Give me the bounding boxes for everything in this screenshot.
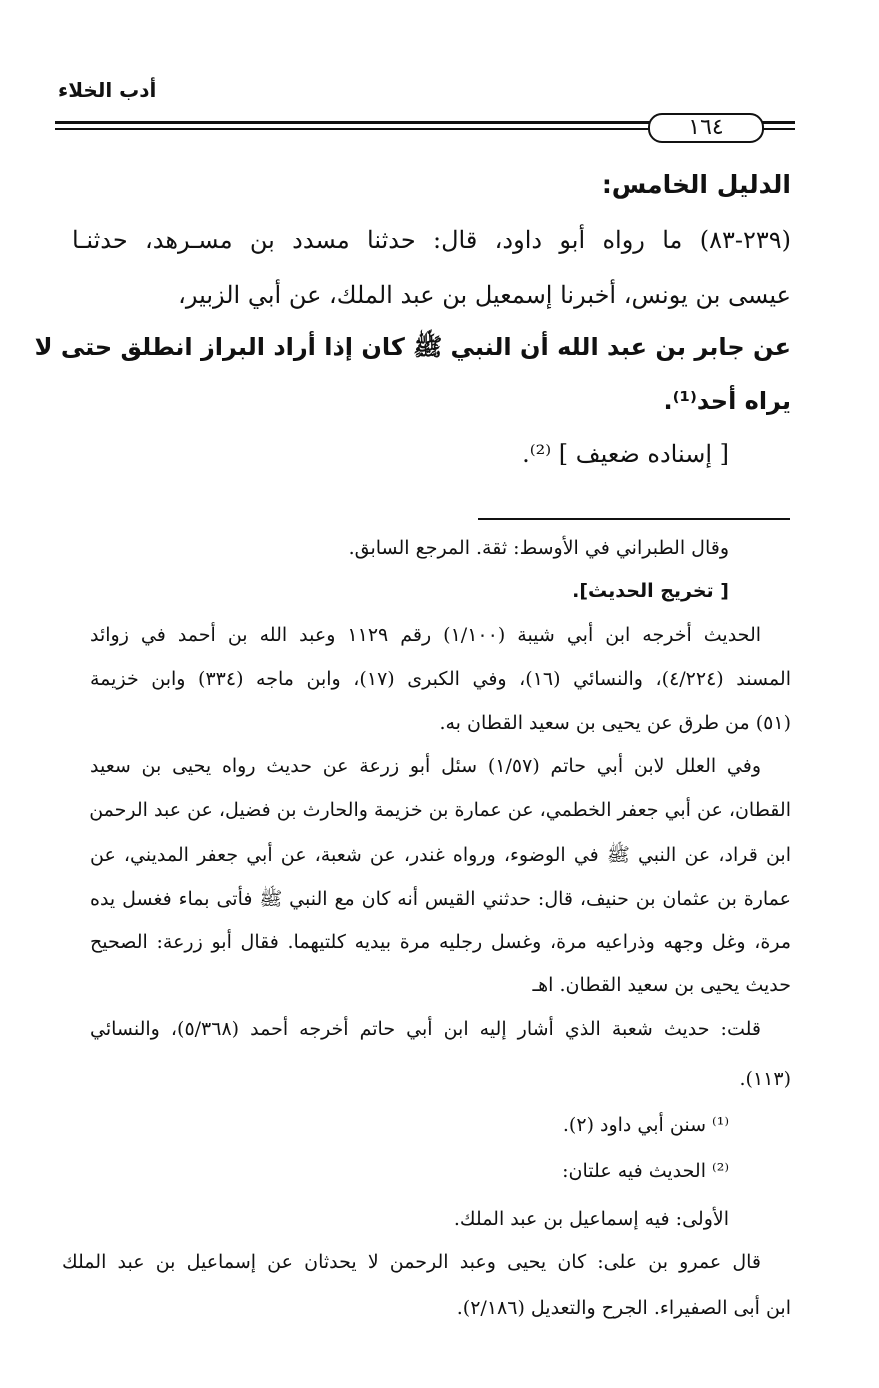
footnote-line: حديث يحيى بن سعيد القطان. اهـ (532, 974, 791, 996)
footnote-line: الأولى: فيه إسماعيل بن عبد الملك. (453, 1208, 729, 1230)
footnote-line: ابن أبى الصفيراء. الجرح والتعديل (٢/١٨٦). (456, 1297, 791, 1319)
footnote-subheading: [ تخريج الحديث]. (572, 580, 729, 602)
hadith-text-line-2: عيسى بن يونس، أخبرنا إسمعيل بن عبد الملك، عن أبي الزبير، (178, 281, 791, 309)
hadith-text-line-1: (٢٣٩-٨٣) ما رواه أبو داود، قال: حدثنا مسدد بن مسـرهد، حدثنـا (72, 226, 791, 254)
footnote-line: مرة، وغل وجهه وذراعيه مرة، وغسل رجليه مرة بيديه كلتيهما. فقال أبو زرعة: الصحيح (90, 931, 791, 953)
page-number: ١٦٤ (648, 113, 764, 143)
footnote-separator (478, 518, 790, 520)
footnote-line: القطان، عن أبي جعفر الخطمي، عن عمارة بن خزيمة والحارث بن فضيل، عن عبد الرحمن (89, 799, 791, 821)
isnad-grade: [ إسناده ضعيف ] ⁽²⁾. (522, 440, 729, 468)
footnote-line: قلت: حديث شعبة الذي أشار إليه ابن أبي حاتم أخرجه أحمد (٥/٣٦٨)، والنسائي (90, 1018, 761, 1040)
footnote-line: ابن قراد، عن النبي ﷺ في الوضوء، ورواه غندر، عن شعبة، عن أبي جعفر المديني، عن (90, 844, 791, 866)
footnote-line: (٥١) من طرق عن يحيى بن سعيد القطان به. (439, 712, 791, 734)
footnote-line: المسند (٤/٢٢٤)، والنسائي (١٦)، وفي الكبرى (١٧)، وابن ماجه (٣٣٤) وابن خزيمة (90, 668, 791, 690)
footnote-line: وفي العلل لابن أبي حاتم (١/٥٧) سئل أبو زرعة عن حديث رواه يحيى بن سعيد (90, 755, 761, 777)
footnote-line: الحديث أخرجه ابن أبي شيبة (١/١٠٠) رقم ١١٢٩ وعبد الله بن أحمد في زوائد (90, 624, 762, 646)
running-title: أدب الخلاء (58, 78, 157, 102)
hadith-text-line-4: يراه أحد⁽¹⁾. (663, 387, 791, 415)
hadith-text-line-3: عن جابر بن عبد الله أن النبي ﷺ كان إذا أراد البراز انطلق حتى لا (34, 333, 791, 361)
footnote-1: ⁽¹⁾ سنن أبي داود (٢). (562, 1114, 729, 1136)
footnote-2: ⁽²⁾ الحديث فيه علتان: (562, 1160, 729, 1182)
footnote-line: قال عمرو بن على: كان يحيى وعبد الرحمن لا يحدثان عن إسماعيل بن عبد الملك (62, 1251, 761, 1273)
footnote-line: (١١٣). (739, 1068, 791, 1090)
header-rule (55, 116, 795, 140)
footnote-line: وقال الطبراني في الأوسط: ثقة. المرجع السابق. (348, 537, 729, 559)
section-heading: الدليل الخامس: (601, 170, 791, 199)
footnote-line: عمارة بن عثمان بن حنيف، قال: حدثني القيس أنه كان مع النبي ﷺ فأتى بماء فغسل يده (90, 888, 791, 910)
